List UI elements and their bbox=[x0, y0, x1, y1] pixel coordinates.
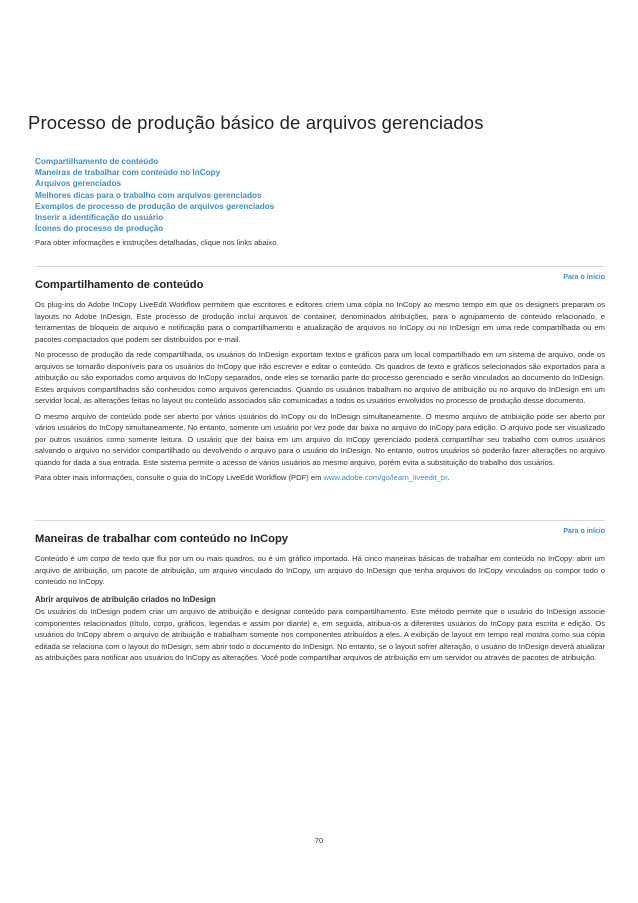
toc-link-melhores-dicas[interactable]: Melhores dicas para o trabalho com arquivos gerenciados bbox=[35, 190, 262, 200]
section-maneiras bbox=[35, 520, 605, 668]
back-to-top-link[interactable]: Para o início bbox=[563, 274, 605, 281]
toc-link-identificacao[interactable]: Inserir a identificação do usuário bbox=[35, 213, 164, 223]
intro-text: Para obter informações e instruções detalhadas, clique nos links abaixo. bbox=[35, 238, 279, 247]
section-heading: Compartilhamento de conteúdo bbox=[35, 279, 204, 291]
section-heading: Maneiras de trabalhar com conteúdo no InCopy bbox=[35, 533, 289, 545]
paragraph: O mesmo arquivo de conteúdo pode ser aberto por vários usuários do InCopy ou do InDesign simultaneamente. O mesmo arquivo de atribuição pode ser aberto por vários usuários do InCopy simultaneamente. No entanto, somente um usuário por vez pode dar baixa no arquivo do InCopy para edição. O arquivo pode ser visualizado por outros usuários como somente leitura. O usuário que der baixa em um arquivo do InCopy gerenciado poderá compartilhar seu trabalho com outros usuários salvando o arquivo no servidor compartilhado ou devolvendo o arquivo para o usuário do InDesign. No entanto, outros usuários só poderão fazer alterações no arquivo quando for dada a sua entrada. Este sistema permite o acesso de vários usuários ao mesmo arquivo, porém evita a substituição do trabalho dos usuários. bbox=[35, 411, 605, 467]
paragraph: Conteúdo é um corpo de texto que flui por um ou mais quadros, ou é um gráfico importado. Há cinco maneiras básicas de trabalhar em conteúdo no InCopy: abrir um arquivo de atribuição, um pacote de atribuição, um arquivo vinculado do InCopy, um arquivo do InDesign que tenha arquivos do InCopy vinculados ou compor todo o conteúdo no InCopy. bbox=[35, 554, 605, 586]
table-of-contents bbox=[35, 156, 274, 234]
paragraph-text: Para obter mais informações, consulte o guia do InCopy LiveEdit Workflow (PDF) em bbox=[35, 473, 324, 482]
paragraph: No processo de produção da rede compartilhada, os usuários do InDesign exportam textos e gráficos para um local compartilhado em um sistema de arquivo, onde os arquivos se tornarão disponíveis para os usuários do InCopy que irão escrever e editar o conteúdo. Os quadros de texto e gráficos selecionados são exportados para a atribuição ou são exportados como arquivos do InCopy separados, onde eles se tornarão parte do processo gerenciado e serão vinculados ao documento do InDesign. Estes arquivos compartilhados são conhecidos como arquivos gerenciados. Quando os usuários trabalham no arquivo de atribuição ou no arquivo do InDesign em um servidor local, as alterações feitas no layout ou conteúdo associados são comunicadas a todos os usuários envolvidos no processo de produção desse documento. bbox=[35, 350, 605, 405]
paragraph bbox=[35, 472, 605, 484]
page-number: 70 bbox=[314, 836, 324, 845]
liveedit-link[interactable]: www.adobe.com/go/learn_liveedit_br bbox=[323, 473, 448, 482]
paragraph: Os plug-ins do Adobe InCopy LiveEdit Workflow permitem que escritores e editores criem uma cópia no InCopy ao mesmo tempo em que os designers preparam os layouts no Adobe InDesign. Este processo de produção inclui arquivos de container, denominados atribuições, para o agrupamento de conteúdo relacionado, e ferramentas de bloqueio de arquivo e notificação para o compartilhamento e atualização de arquivos no InCopy ou no InDesign em uma rede compartilhada ou em pacotes compactados que podem ser distribuídos por e-mail. bbox=[35, 300, 605, 344]
page-title: Processo de produção básico de arquivos gerenciados bbox=[28, 112, 484, 133]
toc-link-exemplos[interactable]: Exemplos de processo de produção de arquivos gerenciados bbox=[35, 201, 275, 211]
subsection-heading: Abrir arquivos de atribuição criados no InDesign bbox=[35, 594, 216, 604]
back-to-top-link[interactable]: Para o início bbox=[563, 528, 605, 535]
toc-link-compartilhamento[interactable]: Compartilhamento de conteúdo bbox=[35, 157, 159, 166]
paragraph-text: . bbox=[447, 473, 450, 482]
paragraph: Os usuários do InDesign podem criar um arquivo de atribuição e designar conteúdo para compartilhamento. Este método permite que o usuário do InDesign associe componentes relacionados (título, corpo, gráficos, legendas e assim por diante) e, em seguida, atribua-os a diferentes usuários do InCopy para escrita e edição. Os usuários do InCopy abrem o arquivo de atribuição e trabalham somente nos componentes atribuídos a eles. A exibição de layout em tempo real mostra como sua cópia editada se relaciona com o layout do InDesign, sem abrir todo o documento do InDesign. No entanto, se o layout sofrer alteração, o usuário do InDesign deverá atualizar as atribuições para notificar aos usuários do InCopy as alterações. Você pode compartilhar arquivos de atribuição em um servidor ou através de pacotes de atribuição. bbox=[35, 607, 605, 662]
toc-link-maneiras[interactable]: Maneiras de trabalhar com conteúdo no InCopy bbox=[35, 168, 221, 178]
toc-link-arquivos-gerenciados[interactable]: Arquivos gerenciados bbox=[35, 179, 121, 189]
section-compartilhamento bbox=[35, 266, 605, 488]
toc-link-icones[interactable]: Ícones do processo de produção bbox=[35, 224, 164, 234]
